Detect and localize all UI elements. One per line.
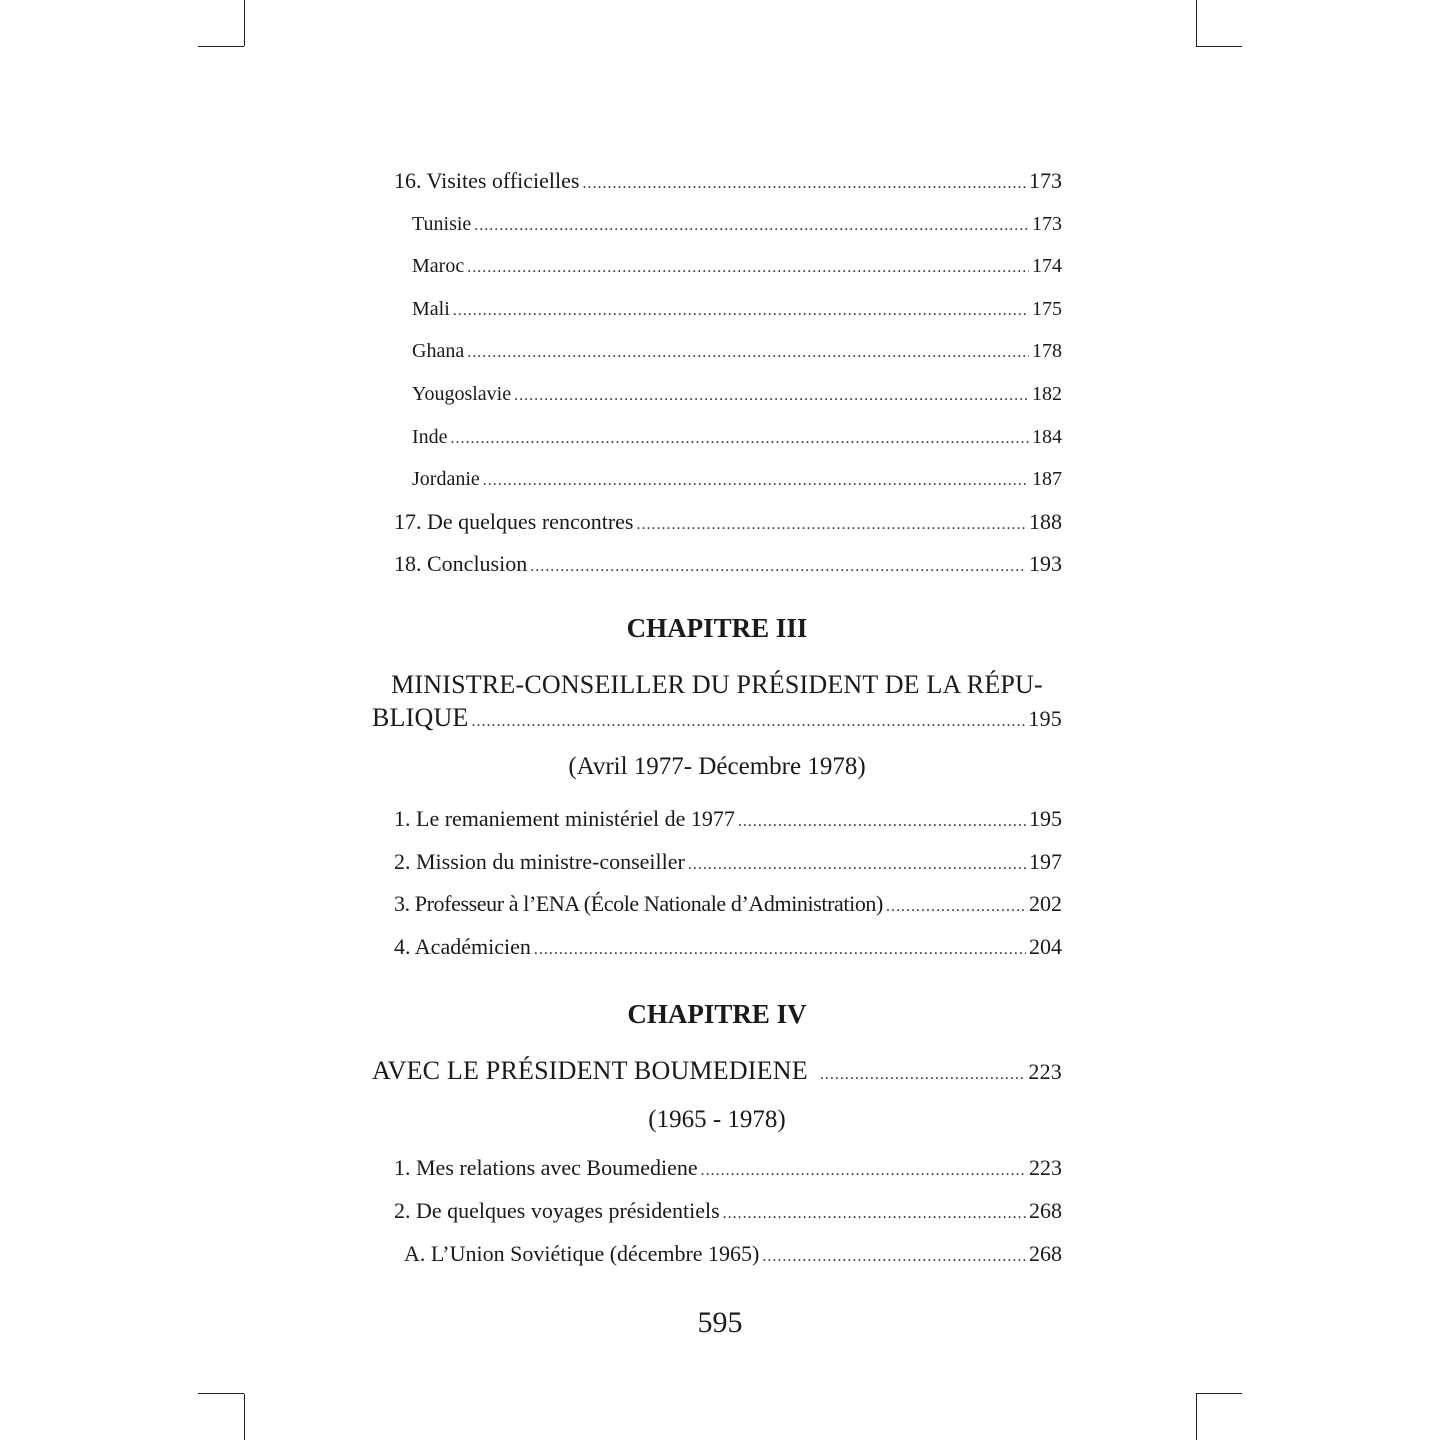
- chapter-subtitle: (Avril 1977- Décembre 1978): [568, 752, 866, 780]
- chapter-heading: CHAPITRE III: [626, 612, 808, 643]
- chapter-title-page: 223: [1028, 1059, 1062, 1085]
- chapter-title-label: AVEC LE PRÉSIDENT BOUMEDIENE: [372, 1056, 808, 1086]
- toc-entry: [372, 245, 1062, 288]
- leader-dots: [534, 929, 1026, 972]
- leader-dots: [453, 290, 1029, 333]
- toc-entry-page: 268: [1029, 1197, 1062, 1223]
- toc-entry-label: A. L’Union Soviétique (décembre 1965): [404, 1240, 760, 1266]
- leader-dots: [701, 1150, 1026, 1193]
- toc-entry: [372, 203, 1062, 246]
- toc-entry-label: 4. Académicien: [394, 933, 531, 959]
- chapter-title-page: 195: [1028, 705, 1062, 731]
- toc-entry: [372, 543, 1062, 586]
- chapter-title: [372, 1054, 1062, 1091]
- leader-dots: [762, 1236, 1026, 1279]
- toc-entry-page: 178: [1032, 340, 1062, 363]
- toc-entry: [372, 160, 1062, 203]
- toc-entry-label: 17. De quelques rencontres: [394, 508, 634, 534]
- toc-entry-label: 1. Le remaniement ministériel de 1977: [394, 805, 735, 831]
- toc-entry-label: 2. De quelques voyages présidentiels: [394, 1197, 720, 1223]
- chapter-title-line: MINISTRE-CONSEILLER DU PRÉSIDENT DE LA RÉPU-: [391, 669, 1043, 699]
- toc-entry-page: 182: [1032, 382, 1062, 405]
- toc-entry-page: 268: [1029, 1240, 1062, 1266]
- toc-entry-label: Ghana: [412, 340, 465, 363]
- leader-dots: [514, 375, 1029, 418]
- crop-mark: [1196, 1394, 1197, 1440]
- toc-entry-page: 188: [1029, 508, 1062, 534]
- leader-dots: [467, 247, 1029, 290]
- toc-entry-page: 173: [1032, 212, 1062, 235]
- toc-entry-label: 18. Conclusion: [394, 551, 528, 577]
- crop-mark: [198, 1393, 244, 1394]
- toc-entry-page: 174: [1032, 255, 1062, 278]
- toc-entry-page: 187: [1032, 468, 1062, 491]
- crop-mark: [1196, 1393, 1242, 1394]
- leader-dots: [474, 205, 1029, 248]
- chapter-subtitle: (1965 - 1978): [648, 1106, 786, 1134]
- toc-entry-page: 184: [1032, 425, 1062, 448]
- leader-dots: [530, 546, 1026, 589]
- toc-entry: [372, 926, 1062, 969]
- chapter-4-block: [372, 998, 1062, 1275]
- toc-entry-page: 173: [1029, 168, 1062, 193]
- toc-entry: [372, 1147, 1062, 1190]
- toc-entry: [372, 373, 1062, 416]
- leader-dots: [820, 1058, 1026, 1091]
- toc-entry-label: Maroc: [412, 255, 465, 278]
- leader-dots: [483, 460, 1029, 503]
- toc-entry: [372, 798, 1062, 841]
- chapter-3-block: [372, 612, 1062, 968]
- toc-entry: [372, 458, 1062, 501]
- toc-page: [372, 160, 1062, 1275]
- toc-entry-label: 2. Mission du ministre-conseiller: [394, 848, 685, 874]
- toc-entry: [372, 416, 1062, 459]
- toc-entry-page: 202: [1029, 891, 1062, 917]
- leader-dots: [723, 1193, 1026, 1236]
- toc-entry-label: Mali: [412, 297, 450, 320]
- toc-entry-label: Tunisie: [412, 212, 472, 235]
- toc-entry-page: 223: [1029, 1155, 1062, 1181]
- toc-entry: [372, 841, 1062, 884]
- toc-section-continued: [372, 160, 1062, 586]
- toc-entry-label: 1. Mes relations avec Boumediene: [394, 1155, 698, 1181]
- toc-entry-label: Jordanie: [412, 468, 480, 491]
- toc-entry: [372, 288, 1062, 331]
- leader-dots: [472, 705, 1026, 738]
- toc-entry: [372, 1190, 1062, 1233]
- chapter-heading: CHAPITRE IV: [627, 999, 807, 1030]
- toc-entry-label: 3. Professeur à l’ENA (École Nationale d’Administration): [394, 891, 883, 917]
- crop-mark: [1196, 0, 1197, 46]
- toc-entry: [372, 883, 1062, 926]
- chapter-title: [372, 668, 1062, 738]
- toc-entry: [372, 330, 1062, 373]
- crop-mark: [244, 1394, 245, 1440]
- toc-entry-page: 195: [1029, 805, 1062, 831]
- toc-entry-page: 175: [1032, 297, 1062, 320]
- leader-dots: [636, 504, 1026, 547]
- toc-entry-page: 197: [1029, 848, 1062, 874]
- chapter-title-line: [372, 701, 1062, 738]
- toc-entry-label: 16. Visites officielles: [394, 168, 580, 193]
- toc-entry-label: Yougoslavie: [412, 382, 512, 405]
- leader-dots: [688, 844, 1026, 887]
- crop-mark: [244, 0, 245, 46]
- leader-dots: [886, 886, 1026, 929]
- chapter-title-label: BLIQUE: [372, 702, 469, 732]
- page-number: 595: [697, 1306, 743, 1339]
- toc-entry: [372, 1233, 1062, 1276]
- crop-mark: [198, 46, 244, 47]
- crop-mark: [1196, 46, 1242, 47]
- leader-dots: [451, 418, 1029, 461]
- leader-dots: [467, 332, 1029, 375]
- toc-entry-page: 193: [1029, 551, 1062, 577]
- leader-dots: [738, 801, 1026, 844]
- toc-entry: [372, 501, 1062, 544]
- toc-entry-page: 204: [1029, 933, 1062, 959]
- toc-entry-label: Inde: [412, 425, 448, 448]
- leader-dots: [582, 163, 1026, 206]
